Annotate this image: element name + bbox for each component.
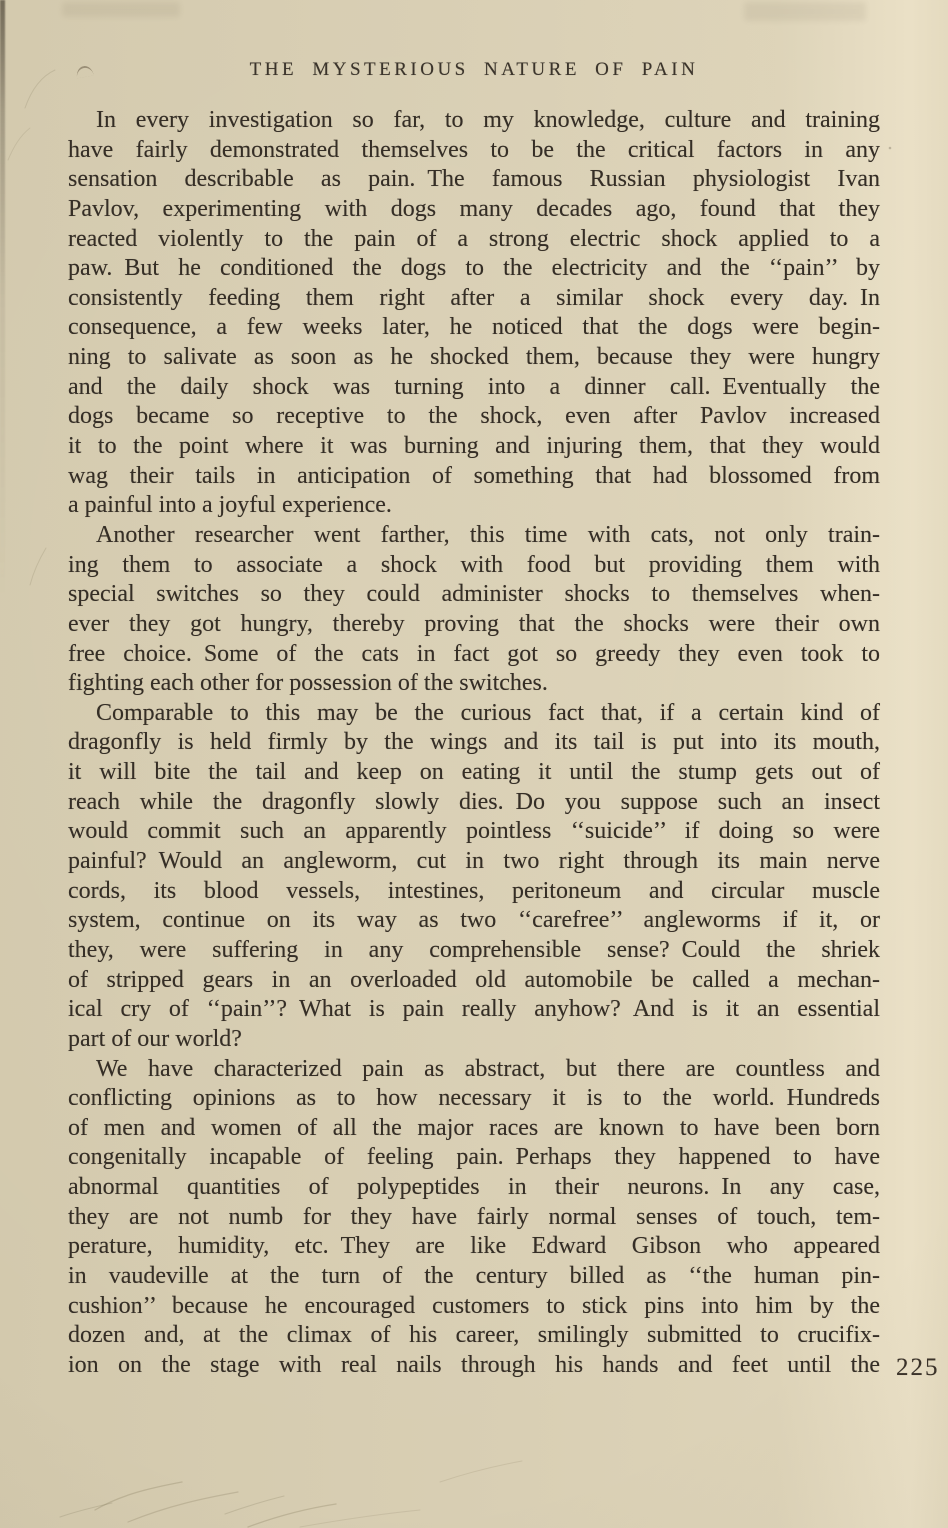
text-line: of men and women of all the major races are known to have been born — [68, 1114, 880, 1141]
text-line: and the daily shock was turning into a dinner call. Eventually the — [68, 373, 880, 400]
text-line: reacted violently to the pain of a strong electric shock applied to a — [68, 225, 880, 252]
text-line: cords, its blood vessels, intestines, peritoneum and circular muscle — [68, 877, 880, 904]
text-line: a painful into a joyful experience. — [68, 492, 392, 519]
text-line: dogs became so receptive to the shock, even after Pavlov increased — [68, 403, 880, 430]
text-line: ning to salivate as soon as he shocked them, because they were hungry — [68, 344, 880, 371]
text-line: dozen and, at the climax of his career, smilingly submitted to crucifix- — [68, 1322, 880, 1349]
text-line: painful? Would an angleworm, cut in two right through its main nerve — [68, 848, 880, 875]
text-line: free choice. Some of the cats in fact got so greedy they even took to — [68, 640, 880, 667]
text-line: it to the point where it was burning and injuring them, that they would — [68, 433, 880, 460]
text-line: they, were suffering in any comprehensible sense? Could the shriek — [68, 936, 880, 963]
page-number: 225 — [896, 1354, 940, 1381]
text-line: they are not numb for they have fairly normal senses of touch, tem- — [68, 1203, 880, 1230]
text-line: Another researcher went farther, this time with cats, not only train- — [96, 521, 880, 548]
text-line: In every investigation so far, to my knowledge, culture and training — [96, 107, 880, 133]
text-line: system, continue on its way as two ‘‘carefree’’ angleworms if it, or — [68, 907, 880, 934]
text-line: sensation describable as pain. The famous Russian physiologist Ivan — [68, 166, 880, 193]
text-line: would commit such an apparently pointless ‘‘suicide’’ if doing so were — [68, 818, 880, 845]
text-line: Pavlov, experimenting with dogs many decades ago, found that they — [68, 195, 880, 222]
text-line: Comparable to this may be the curious fact that, if a certain kind of — [96, 699, 880, 726]
text-line: reach while the dragonfly slowly dies. Do you suppose such an insect — [68, 788, 880, 815]
text-line: part of our world? — [68, 1025, 242, 1052]
text-line: perature, humidity, etc. They are like Edward Gibson who appeared — [68, 1233, 880, 1260]
text-line: consequence, a few weeks later, he noticed that the dogs were begin- — [68, 314, 880, 341]
text-line: dragonfly is held firmly by the wings and its tail is put into its mouth, — [68, 729, 880, 756]
bleed-through-smudge — [62, 2, 180, 17]
text-line: ing them to associate a shock with food but providing them with — [68, 551, 880, 578]
running-head-title: THE MYSTERIOUS NATURE OF PAIN — [249, 59, 699, 80]
text-line: We have characterized pain as abstract, but there are countless and — [96, 1055, 880, 1082]
text-line: fighting each other for possession of the switches. — [68, 670, 548, 697]
text-line: ever they got hungry, thereby proving that the shocks were their own — [68, 610, 880, 637]
text-line: paw. But he conditioned the dogs to the electricity and the ‘‘pain’’ by — [68, 255, 880, 282]
text-line: special switches so they could administer shocks to themselves when- — [68, 581, 880, 608]
text-line: of stripped gears in an overloaded old automobile be called a mechan- — [68, 966, 880, 993]
text-line: it will bite the tail and keep on eating it until the stump gets out of — [68, 759, 880, 786]
text-line: ical cry of ‘‘pain’’? What is pain really anyhow? And is it an essential — [68, 996, 880, 1023]
text-line: conflicting opinions as to how necessary it is to the world. Hundreds — [68, 1085, 880, 1112]
scan-edge-shadow — [0, 0, 5, 700]
text-line: ion on the stage with real nails through his hands and feet until the — [68, 1351, 880, 1378]
text-line: consistently feeding them right after a similar shock every day. In — [68, 284, 880, 311]
text-line: in vaudeville at the turn of the century billed as ‘‘the human pin- — [68, 1262, 880, 1289]
body-text-block — [68, 106, 880, 1381]
bleed-through-smudge — [744, 2, 866, 21]
text-line: congenitally incapable of feeling pain. Perhaps they happened to have — [68, 1144, 880, 1171]
text-line: abnormal quantities of polypeptides in their neurons. In any case, — [68, 1174, 880, 1201]
text-line: cushion’’ because he encouraged customers to stick pins into him by the — [68, 1292, 880, 1319]
text-line: have fairly demonstrated themselves to be the critical factors in any — [68, 136, 880, 163]
text-line: wag their tails in anticipation of something that had blossomed from — [68, 462, 880, 489]
